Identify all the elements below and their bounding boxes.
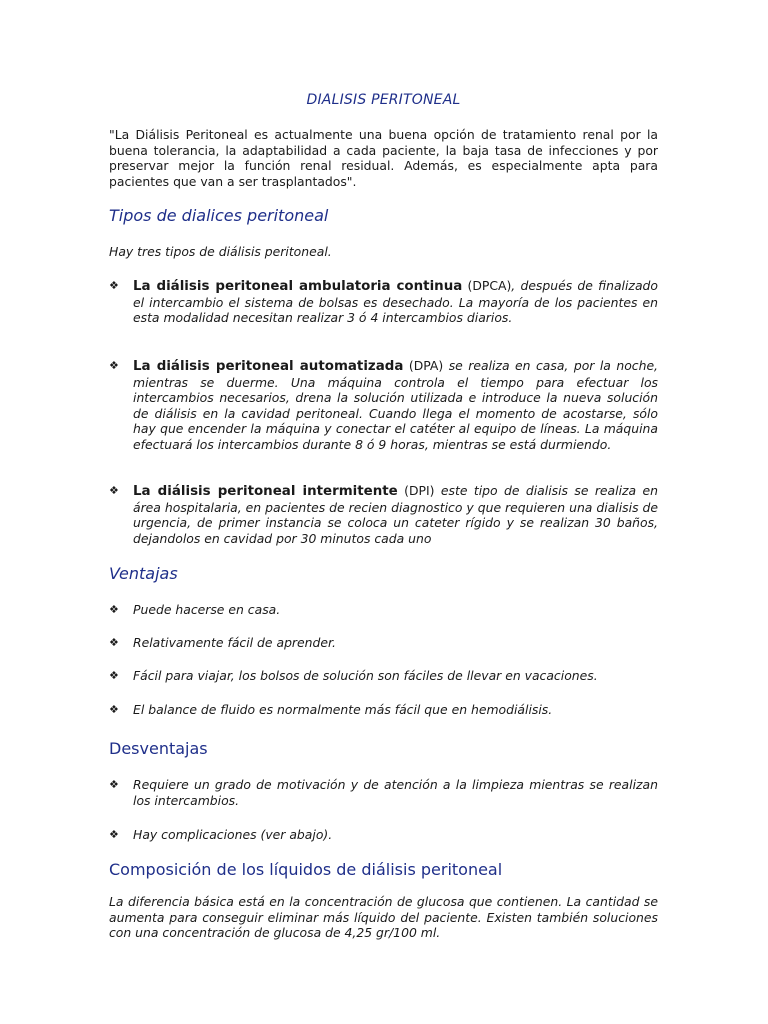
bullet-icon: ❖ (109, 669, 119, 682)
ventaja-text: Relativamente fácil de aprender. (133, 635, 336, 650)
desventaja-text: Requiere un grado de motivación y de atención a la limpieza mientras se realizan los intercambios. (133, 777, 658, 808)
ventaja-text: El balance de fluido es normalmente más fácil que en hemodiálisis. (133, 702, 553, 717)
tipo-item (109, 483, 658, 546)
tipo-name: La diálisis peritoneal automatizada (133, 359, 404, 374)
bullet-icon: ❖ (109, 636, 119, 649)
ventaja-text: Puede hacerse en casa. (133, 602, 281, 617)
tipo-text: , después de finalizado el intercambio el sistema de bolsas es desechado. La mayoría de los pacientes en esta modalidad necesitan realizar 3 ó 4 intercambios diarios. (133, 278, 658, 325)
bullet-icon: ❖ (109, 603, 119, 616)
intro-quote: "La Diálisis Peritoneal es actualmente una buena opción de tratamiento renal por la buena tolerancia, la adaptabilidad a cada paciente, la baja tasa de infecciones y por preservar mejor la función renal residual. Además, es especialmente apta para pacientes que van a ser trasplantados". (109, 127, 658, 189)
heading-ventajas: Ventajas (109, 564, 178, 583)
document-title: DIALISIS PERITONEAL (306, 92, 461, 108)
bullet-icon: ❖ (109, 359, 119, 372)
ventaja-item (109, 668, 658, 684)
tipo-item (109, 358, 658, 452)
tipo-abbr: (DPA) (408, 358, 444, 373)
bullet-icon: ❖ (109, 484, 119, 497)
tipo-text: este tipo de dialisis se realiza en área hospitalaria, en pacientes de recien diagnostico y que requieren una dialisis de urgencia, de primer instancia se coloca un cateter rígido y se realizan 30 baños, dejandolos en cavidad por 30 minutos cada uno (133, 483, 658, 546)
tipo-item (109, 278, 658, 326)
ventaja-item (109, 635, 658, 651)
tipo-abbr: (DPI) (404, 483, 435, 498)
bullet-icon: ❖ (109, 279, 119, 292)
tipo-text: se realiza en casa, por la noche, mientras se duerme. Una máquina controla el tiempo para efectuar los intercambios necesarios, drena la solución utilizada e introduce la nueva solución de diálisis en la cavidad peritoneal. Cuando llega el momento de acostarse, sólo hay que encender la máquina y conectar el catéter al equipo de líneas. La máquina efectuará los intercambios durante 8 ó 9 horas, mientras se está durmiendo. (133, 358, 658, 452)
desventaja-text: Hay complicaciones (ver abajo). (133, 827, 333, 842)
composicion-text: La diferencia básica está en la concentración de glucosa que contienen. La cantidad se aumenta para conseguir eliminar más líquido del paciente. Existen también soluciones con una concentración de glucosa de 4,25 gr/100 ml. (109, 894, 658, 940)
desventaja-item (109, 827, 658, 843)
ventaja-text: Fácil para viajar, los bolsos de solución son fáciles de llevar en vacaciones. (133, 668, 598, 683)
ventaja-item (109, 602, 658, 618)
heading-composicion: Composición de los líquidos de diálisis peritoneal (109, 860, 503, 879)
heading-tipos: Tipos de dialices peritoneal (109, 206, 329, 225)
desventaja-item (109, 777, 658, 808)
tipo-name: La diálisis peritoneal ambulatoria continua (133, 279, 463, 294)
bullet-icon: ❖ (109, 778, 119, 791)
tipo-abbr: (DPCA) (467, 278, 512, 293)
tipos-lead: Hay tres tipos de diálisis peritoneal. (109, 244, 332, 259)
tipo-name: La diálisis peritoneal intermitente (133, 484, 398, 499)
bullet-icon: ❖ (109, 828, 119, 841)
bullet-icon: ❖ (109, 703, 119, 716)
heading-desventajas: Desventajas (109, 739, 208, 758)
ventaja-item (109, 702, 658, 718)
